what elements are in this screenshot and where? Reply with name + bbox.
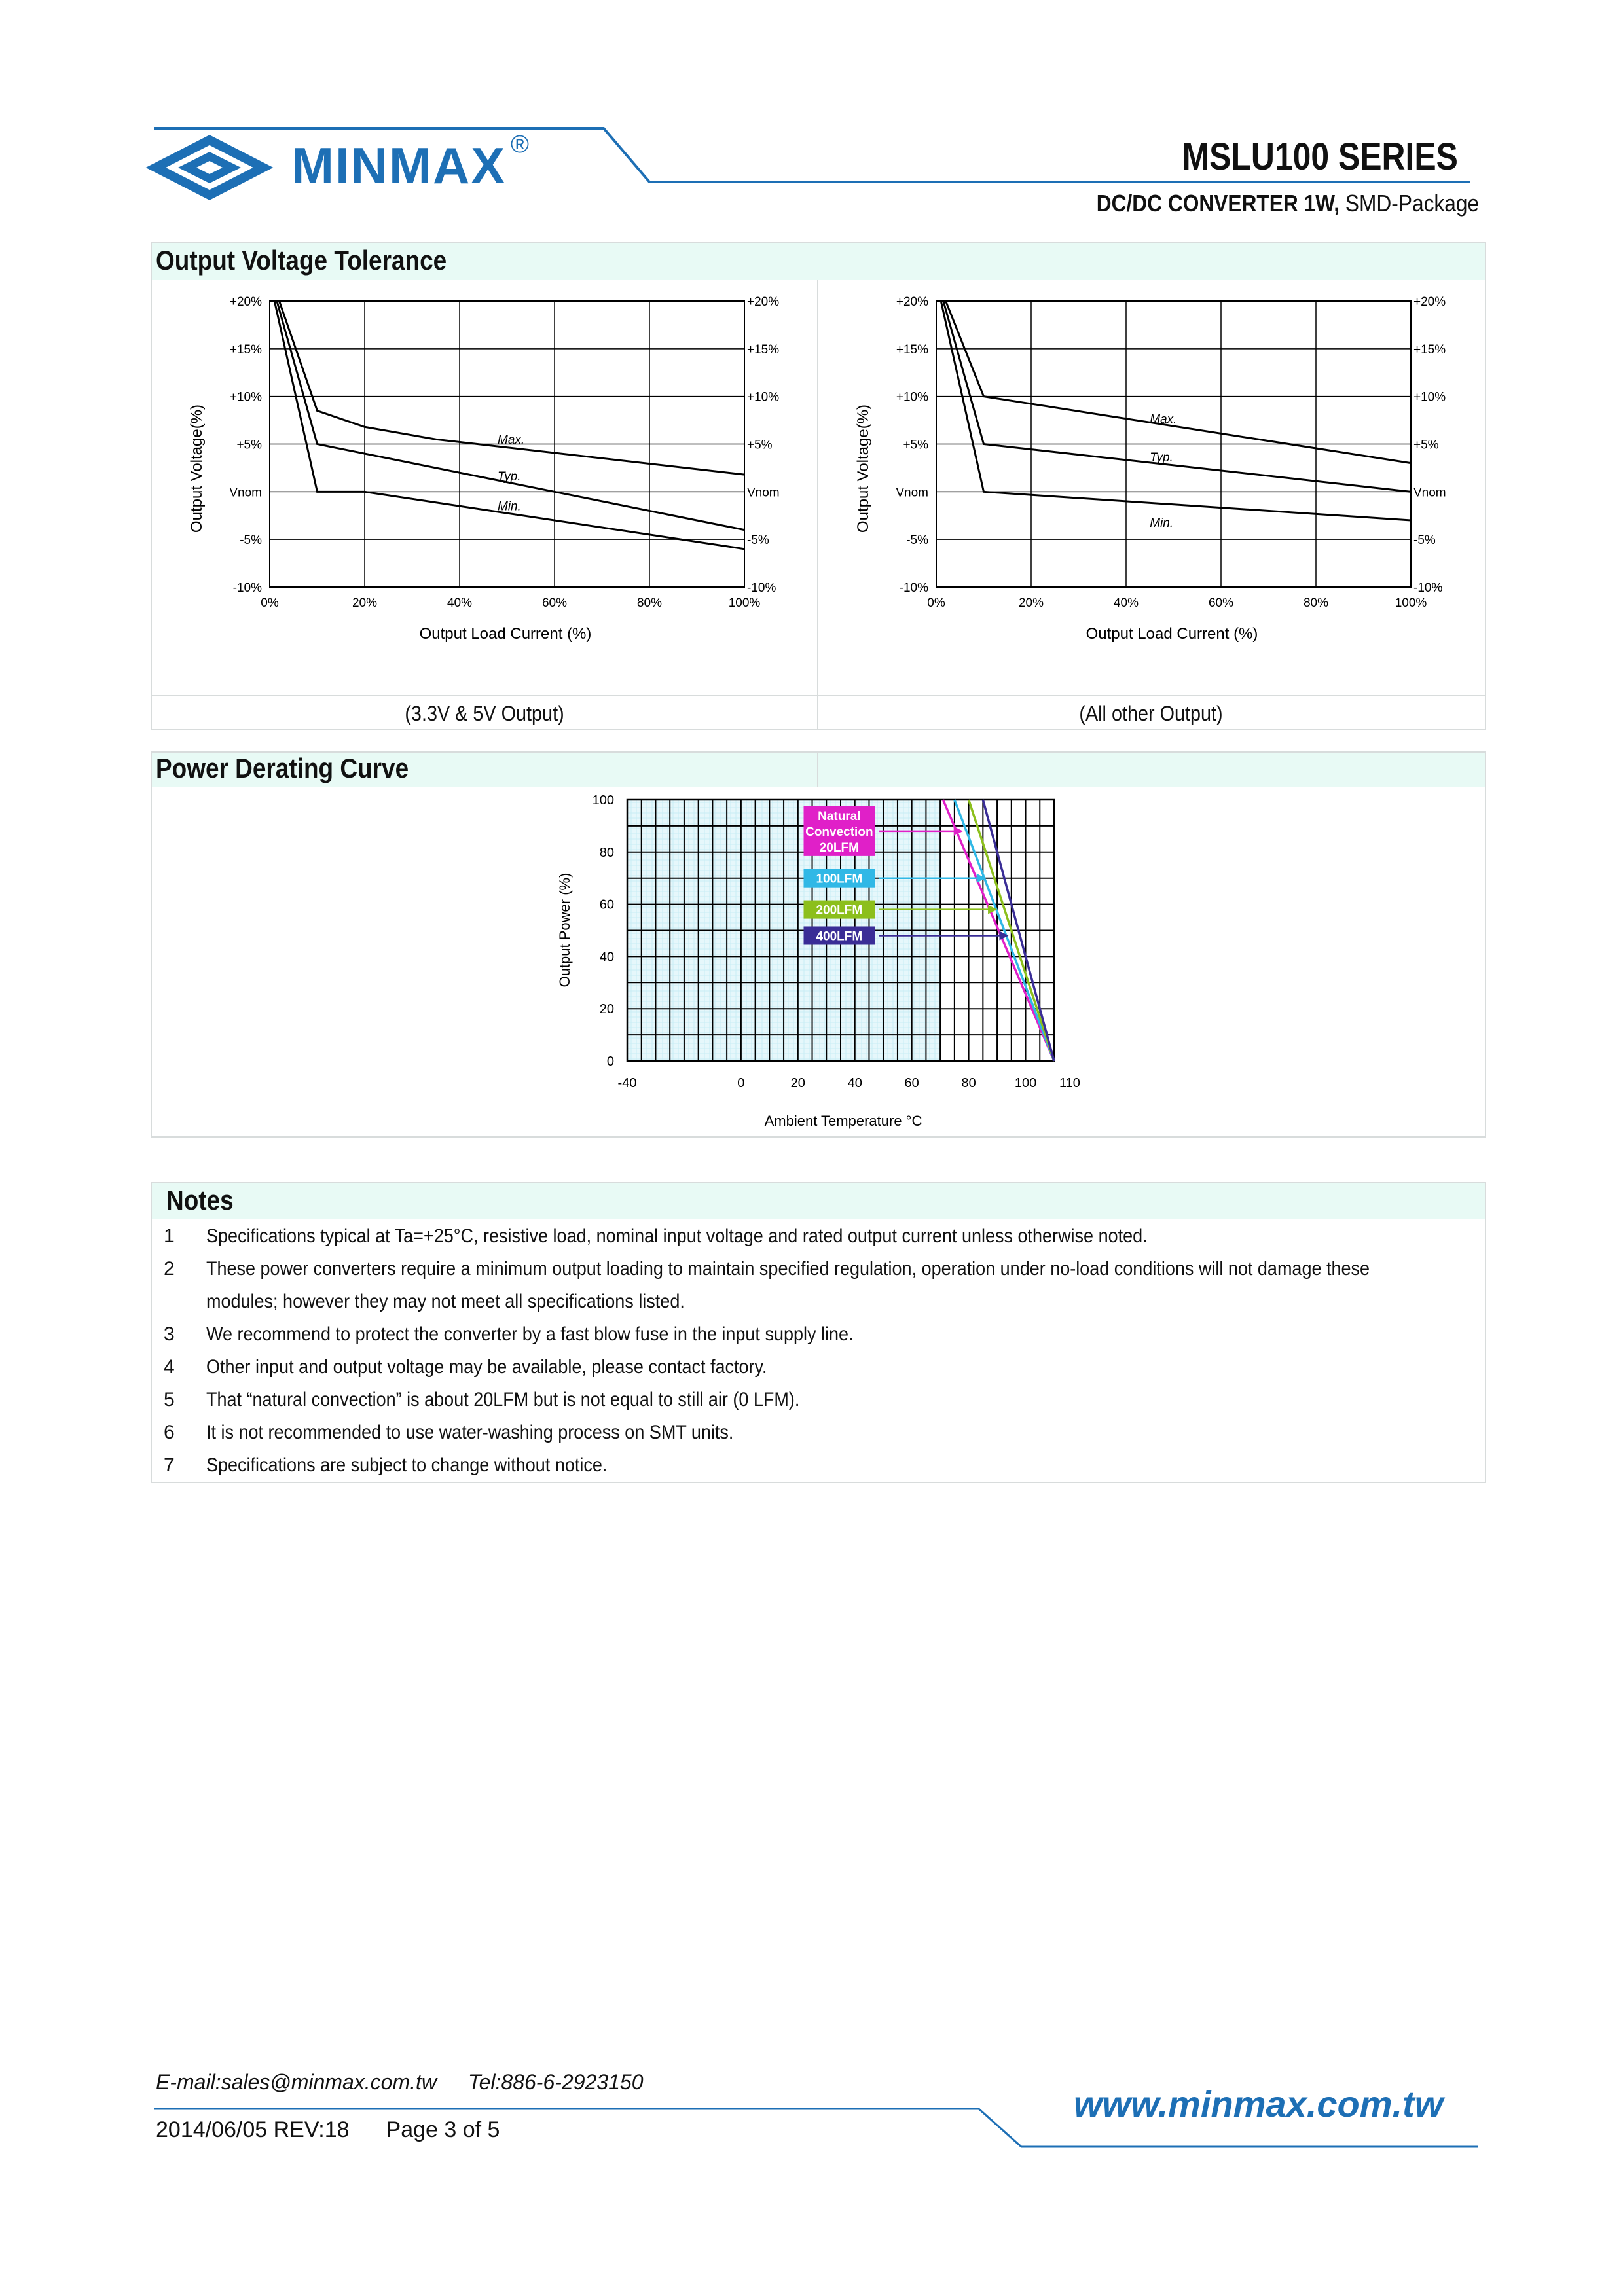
x-tick-label: 60 <box>904 1076 919 1090</box>
note-text: modules; however they may not meet all specifications listed. <box>206 1291 685 1312</box>
legend-label: 400LFM <box>816 929 863 944</box>
tolerance-chart-left <box>152 281 816 648</box>
y-tick-label-right: -10% <box>1413 581 1443 595</box>
footer-email[interactable]: E-mail:sales@minmax.com.tw <box>156 2070 437 2094</box>
y-tick-label-right: +15% <box>1413 342 1446 357</box>
y-tick-label-left: Vnom <box>229 486 262 500</box>
series-label: Typ. <box>1150 450 1173 465</box>
footer-tel: Tel:886-6-2923150 <box>468 2070 644 2094</box>
footer-date: 2014/06/05 REV:18 <box>156 2117 350 2142</box>
tolerance-chart-right <box>818 281 1484 648</box>
tolerance-caption-right: (All other Output) <box>1079 702 1223 725</box>
x-tick-label: -40 <box>617 1076 637 1090</box>
notes-title: Notes <box>166 1185 234 1215</box>
y-axis-label: Output Voltage(%) <box>188 404 206 533</box>
x-tick-label: 20% <box>352 596 378 610</box>
note-number: 3 <box>164 1323 175 1345</box>
derating-title: Power Derating Curve <box>156 753 409 783</box>
registered-mark: ® <box>511 131 529 158</box>
x-tick-label: 100% <box>728 596 761 610</box>
note-number: 1 <box>164 1225 175 1247</box>
legend-label: 200LFM <box>816 903 863 918</box>
y-tick-label-left: +5% <box>236 438 262 452</box>
y-tick-label-right: +20% <box>1413 295 1446 309</box>
x-axis-label: Output Load Current (%) <box>1085 625 1258 643</box>
series-label: Min. <box>1150 516 1174 531</box>
product-subtitle <box>1097 190 1479 217</box>
x-tick-label: 40% <box>447 596 473 610</box>
x-tick-label: 110 <box>1059 1076 1080 1090</box>
y-tick-label-right: +10% <box>1413 390 1446 404</box>
series-label: Max. <box>498 433 525 447</box>
note-text: Specifications typical at Ta=+25°C, resistive load, nominal input voltage and rated output current unless otherwise noted. <box>206 1225 1148 1247</box>
legend-label: Natural <box>818 809 861 823</box>
series-line-min <box>941 301 1411 520</box>
y-tick-label-left: -5% <box>906 533 928 548</box>
y-tick-label-right: -10% <box>747 581 776 595</box>
y-tick-label-left: +10% <box>896 390 928 404</box>
y-tick-label-left: +15% <box>896 342 928 357</box>
y-tick-label-right: -5% <box>1413 533 1436 548</box>
derating-header-divider <box>817 753 818 787</box>
footer-website-link[interactable]: www.minmax.com.tw <box>1074 2083 1444 2125</box>
y-tick-label: 40 <box>599 950 614 965</box>
x-tick-label: 0% <box>927 596 945 610</box>
footer-rule <box>0 2081 1623 2153</box>
legend-label: 100LFM <box>816 872 863 886</box>
y-tick-label-right: +5% <box>1413 438 1439 452</box>
y-tick-label-left: -10% <box>899 581 928 595</box>
series-label: Typ. <box>498 470 521 484</box>
note-number: 2 <box>164 1258 175 1280</box>
y-tick-label-left: +20% <box>896 295 928 309</box>
y-tick-label-left: +20% <box>229 295 262 309</box>
y-axis-label: Output Power (%) <box>556 872 573 988</box>
y-tick-label-right: -5% <box>747 533 769 548</box>
y-tick-label-right: +5% <box>747 438 773 452</box>
x-tick-label: 20 <box>790 1076 805 1090</box>
tolerance-caption-rule <box>152 695 1485 696</box>
note-text: It is not recommended to use water-washing process on SMT units. <box>206 1422 734 1443</box>
y-tick-label: 100 <box>592 793 614 808</box>
series-line-max <box>280 301 745 475</box>
note-text: These power converters require a minimum output loading to maintain specified regulation, operation under no-load conditions will not damage these <box>206 1258 1370 1280</box>
subtitle-bold: DC/DC CONVERTER 1W, <box>1096 190 1340 217</box>
x-tick-label: 0 <box>737 1076 745 1090</box>
y-axis-label: Output Voltage(%) <box>854 404 872 533</box>
y-tick-label-right: Vnom <box>747 486 780 500</box>
x-tick-label: 0% <box>261 596 279 610</box>
y-tick-label-right: +20% <box>747 295 780 309</box>
x-tick-label: 40% <box>1113 596 1139 610</box>
legend-label: Convection <box>805 825 873 839</box>
derating-chart <box>550 789 1087 1136</box>
x-axis-label: Output Load Current (%) <box>419 625 592 643</box>
x-tick-label: 100% <box>1395 596 1427 610</box>
y-tick-label: 0 <box>606 1054 614 1069</box>
x-tick-label: 80% <box>1303 596 1329 610</box>
note-number: 7 <box>164 1454 175 1476</box>
note-text: Specifications are subject to change without notice. <box>206 1454 608 1476</box>
y-tick-label-right: +15% <box>747 342 780 357</box>
series-label: Min. <box>498 499 521 514</box>
x-tick-label: 20% <box>1018 596 1044 610</box>
y-tick-label-left: Vnom <box>896 486 928 500</box>
x-axis-label: Ambient Temperature °C <box>764 1113 922 1129</box>
brand-name: MINMAX <box>291 137 507 194</box>
minmax-logo-icon <box>156 140 263 195</box>
tolerance-title: Output Voltage Tolerance <box>156 245 447 276</box>
subtitle-rest: SMD-Package <box>1339 190 1479 217</box>
x-tick-label: 100 <box>1014 1076 1037 1090</box>
series-title: MSLU100 SERIES <box>1182 135 1458 178</box>
legend-label: 20LFM <box>819 840 859 855</box>
note-text: That “natural convection” is about 20LFM but is not equal to still air (0 LFM). <box>206 1389 800 1410</box>
y-tick-label-left: -10% <box>232 581 262 595</box>
y-tick-label: 80 <box>599 845 614 860</box>
notes-header-bar <box>152 1183 1485 1219</box>
y-tick-label-left: -5% <box>240 533 262 548</box>
note-text: Other input and output voltage may be available, please contact factory. <box>206 1356 767 1378</box>
footer-page: Page 3 of 5 <box>386 2117 500 2142</box>
y-tick-label: 20 <box>599 1002 614 1017</box>
note-number: 4 <box>164 1356 175 1378</box>
note-number: 5 <box>164 1389 175 1410</box>
y-tick-label-right: +10% <box>747 390 780 404</box>
note-text: We recommend to protect the converter by a fast blow fuse in the input supply line. <box>206 1323 854 1345</box>
series-line-max <box>946 301 1412 463</box>
x-tick-label: 40 <box>847 1076 862 1090</box>
y-tick-label: 60 <box>599 897 614 912</box>
x-tick-label: 80 <box>961 1076 976 1090</box>
y-tick-label-left: +5% <box>903 438 928 452</box>
header-graphics <box>0 0 1623 223</box>
tolerance-caption-left: (3.3V & 5V Output) <box>405 702 564 725</box>
series-label: Max. <box>1150 412 1177 427</box>
x-tick-label: 60% <box>1208 596 1234 610</box>
y-tick-label-left: +15% <box>229 342 262 357</box>
y-tick-label-right: Vnom <box>1413 486 1446 500</box>
x-tick-label: 80% <box>636 596 663 610</box>
note-number: 6 <box>164 1422 175 1443</box>
y-tick-label-left: +10% <box>229 390 262 404</box>
x-tick-label: 60% <box>541 596 568 610</box>
series-line-typ <box>277 301 744 530</box>
